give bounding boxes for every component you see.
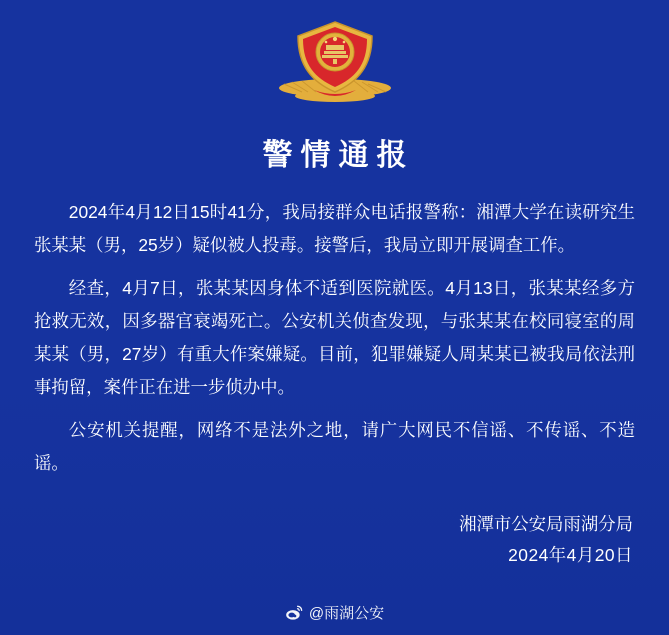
signature-issuer: 湘潭市公安局雨湖分局 xyxy=(459,514,633,534)
notice-paragraph-2: 经查，4月7日，张某某因身体不适到医院就医。4月13日，张某某经多方抢救无效，因多器官衰竭死亡。公安机关侦查发现，与张某某在校同寝室的周某某（男，27岁）有重大作案嫌疑。目前，犯罪嫌疑人周某某已被我局依法刑事拘留，案件正在进一步侦办中。 xyxy=(34,278,635,397)
signature-block xyxy=(459,509,633,571)
notice-paragraph-1: 2024年4月12日15时41分，我局接群众电话报警称：湘潭大学在读研究生张某某（男，25岁）疑似被人投毒。接警后，我局立即开展调查工作。 xyxy=(34,202,635,255)
police-emblem-icon xyxy=(276,18,394,110)
page-title: 警情通报 xyxy=(262,139,415,172)
footer-watermark xyxy=(0,602,669,623)
signature-date: 2024年4月20日 xyxy=(508,545,633,565)
notice-body xyxy=(34,196,635,480)
notice-paragraph-3: 公安机关提醒，网络不是法外之地，请广大网民不信谣、不传谣、不造谣。 xyxy=(34,420,635,473)
emblem-container xyxy=(0,16,669,112)
footer-account-label: @雨湖公安 xyxy=(308,605,385,622)
weibo-icon xyxy=(285,603,304,622)
